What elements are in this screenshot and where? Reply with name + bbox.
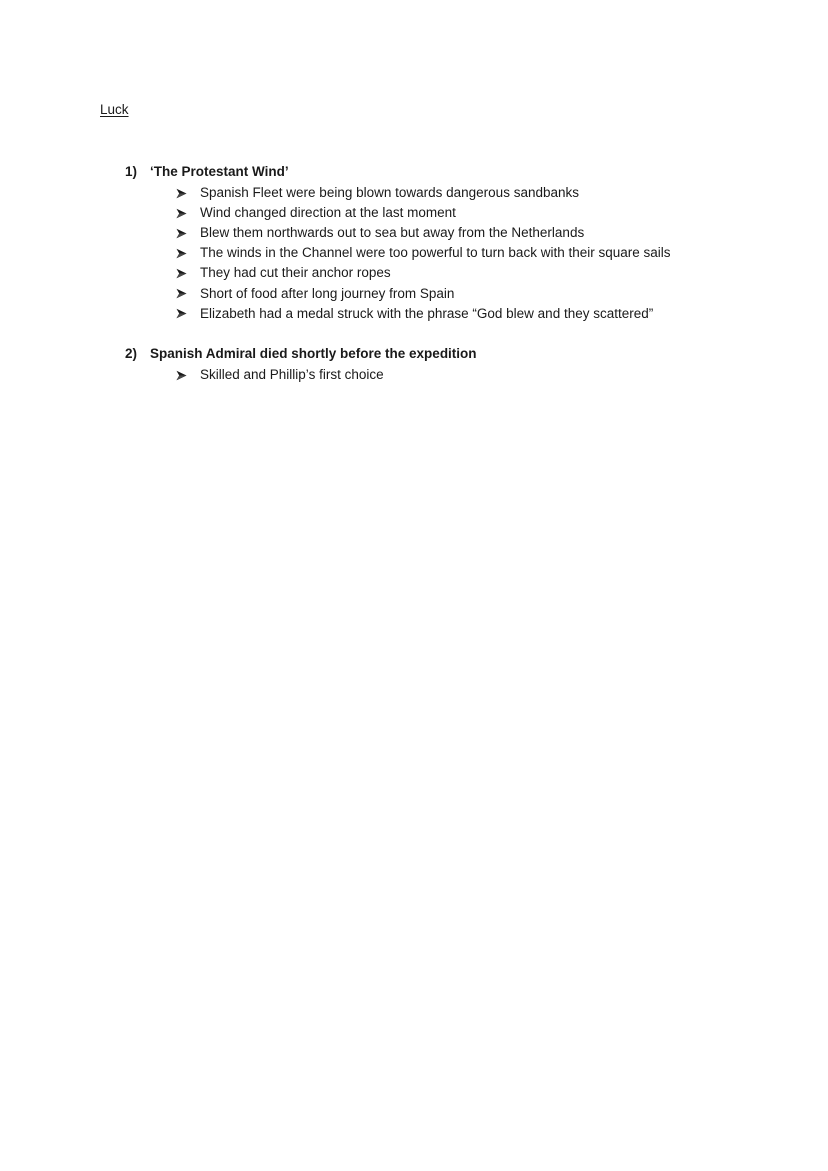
document-title: Luck	[100, 102, 129, 117]
section-title: ‘The Protestant Wind’	[150, 164, 289, 179]
list-item-text: Skilled and Phillip’s first choice	[200, 367, 384, 383]
section-spanish-admiral	[125, 345, 765, 385]
list-item	[125, 365, 765, 385]
list-item	[125, 283, 765, 303]
arrowhead-bullet-icon	[176, 268, 200, 279]
list-item	[125, 223, 765, 243]
list-item-text: Wind changed direction at the last moment	[200, 205, 456, 221]
section-number: 1)	[125, 164, 138, 179]
section-protestant-wind	[125, 163, 765, 324]
list-item-text: Blew them northwards out to sea but away from the Netherlands	[200, 225, 585, 241]
section-heading	[125, 345, 765, 363]
arrowhead-bullet-icon	[176, 228, 200, 239]
list-item-text: The winds in the Channel were too powerful to turn back with their square sails	[200, 245, 671, 261]
list-item	[125, 263, 765, 283]
list-item-text: They had cut their anchor ropes	[200, 265, 391, 281]
arrowhead-bullet-icon	[176, 288, 200, 299]
section-number: 2)	[125, 346, 138, 361]
list-item	[125, 304, 765, 324]
arrowhead-bullet-icon	[176, 188, 200, 199]
list-item-text: Spanish Fleet were being blown towards dangerous sandbanks	[200, 185, 579, 201]
bullet-list	[125, 183, 765, 324]
list-item	[125, 243, 765, 263]
section-title: Spanish Admiral died shortly before the expedition	[150, 346, 477, 361]
list-item-text: Elizabeth had a medal struck with the phrase “God blew and they scattered”	[200, 305, 654, 321]
section-heading	[125, 163, 765, 181]
arrowhead-bullet-icon	[176, 370, 200, 381]
bullet-list	[125, 365, 765, 385]
arrowhead-bullet-icon	[176, 308, 200, 319]
list-item	[125, 183, 765, 203]
list-item	[125, 203, 765, 223]
arrowhead-bullet-icon	[176, 248, 200, 259]
arrowhead-bullet-icon	[176, 208, 200, 219]
list-item-text: Short of food after long journey from Spain	[200, 285, 455, 301]
